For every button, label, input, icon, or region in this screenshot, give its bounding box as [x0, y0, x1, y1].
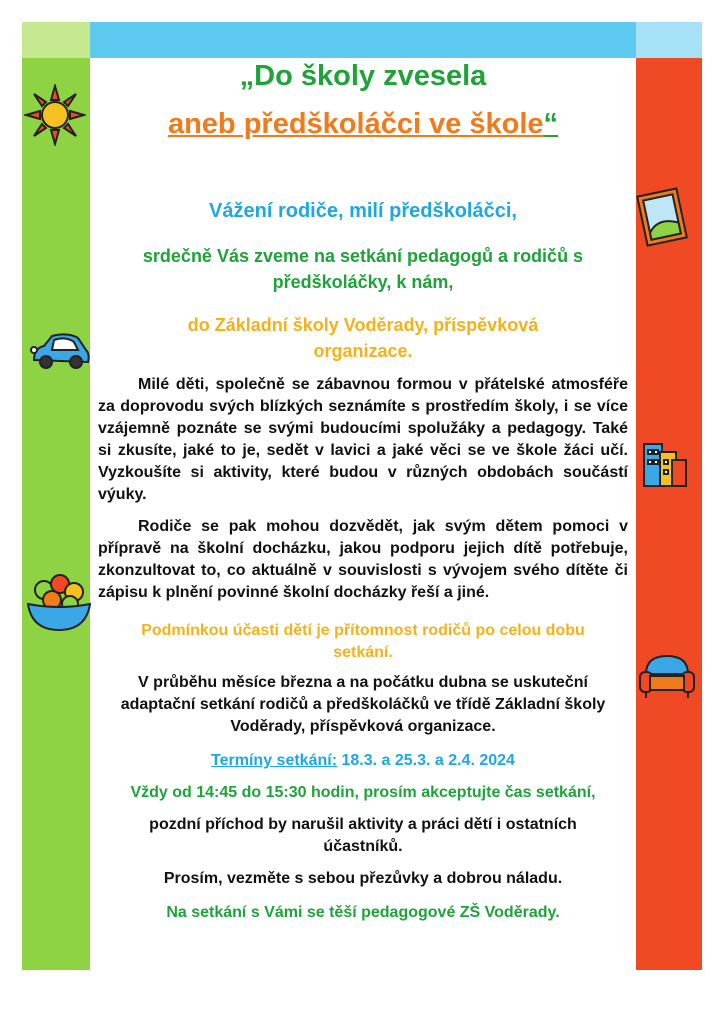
top-left-bar	[22, 22, 90, 58]
armchair-icon	[636, 650, 698, 700]
closing-line: Na setkání s Vámi se těší pedagogové ZŠ Voděrady.	[166, 904, 560, 921]
title-line-2	[96, 108, 630, 141]
left-bar	[22, 58, 90, 970]
paragraph-parents: Rodiče se pak mohou dozvědět, jak svým dětem pomoci v přípravě na školní docházku, jakou podporu jejich dítě potřebuje, zkonzultovat to, co aktuálně v souvislosti s vývojem svého dítěte či zápisu k plnění povinné školní docházky řeší a jiné.	[98, 518, 628, 601]
paragraph-children: Milé děti, společně se zábavnou formou v přátelské atmosféře za doprovodu svých blízkých seznámíte s prostředím školy, i se více vzájemně poznáte se svými budoucími spolužáky a pedagogy. Také si zkusíte, jaké to je, sedět v lavici a jaké věci se ve škole žáci učí. Vyzkoušíte si aktivity, které budou v různých obdobách součástí výuky.	[98, 376, 628, 503]
city-buildings-icon	[640, 434, 690, 490]
invitation: srdečně Vás zveme na setkání pedagogů a rodičů s předškoláčky, k nám,	[142, 246, 584, 292]
meeting-info: V průběhu měsíce března a na počátku dubna se uskuteční adaptační setkání rodičů a předškoláčků ve třídě Základní školy Voděrady, příspěvková organizace.	[120, 674, 606, 735]
late-arrival-note: pozdní příchod by narušil aktivity a práci dětí i ostatních účastníků.	[149, 816, 577, 855]
dates-value: 18.3. a 25.3. a 2.4. 2024	[337, 752, 515, 769]
title-line-1: „Do školy zvesela	[239, 60, 487, 92]
sun-icon	[24, 84, 86, 146]
picture-frame-icon	[634, 186, 690, 248]
meeting-dates	[96, 750, 630, 772]
top-right-bar	[636, 22, 702, 58]
attendance-condition: Podmínkou účasti dětí je přítomnost rodičů po celou dobu setkání.	[141, 622, 585, 661]
school-name: do Základní školy Voděrady, příspěvková organizace.	[187, 315, 539, 361]
greeting: Vážení rodiče, milí předškoláčci,	[209, 200, 517, 222]
dates-label: Termíny setkání:	[211, 752, 338, 769]
top-bar	[90, 22, 636, 58]
fruit-bowl-icon	[24, 570, 94, 634]
shoes-note: Prosím, vezměte s sebou přezůvky a dobrou náladu.	[163, 870, 563, 887]
title-line-2-text: aneb předškoláčci ve škole	[167, 108, 544, 140]
title-closing-quote: “	[543, 108, 559, 140]
car-icon	[28, 330, 92, 374]
meeting-time: Vždy od 14:45 do 15:30 hodin, prosím akceptujte čas setkání,	[130, 784, 596, 801]
